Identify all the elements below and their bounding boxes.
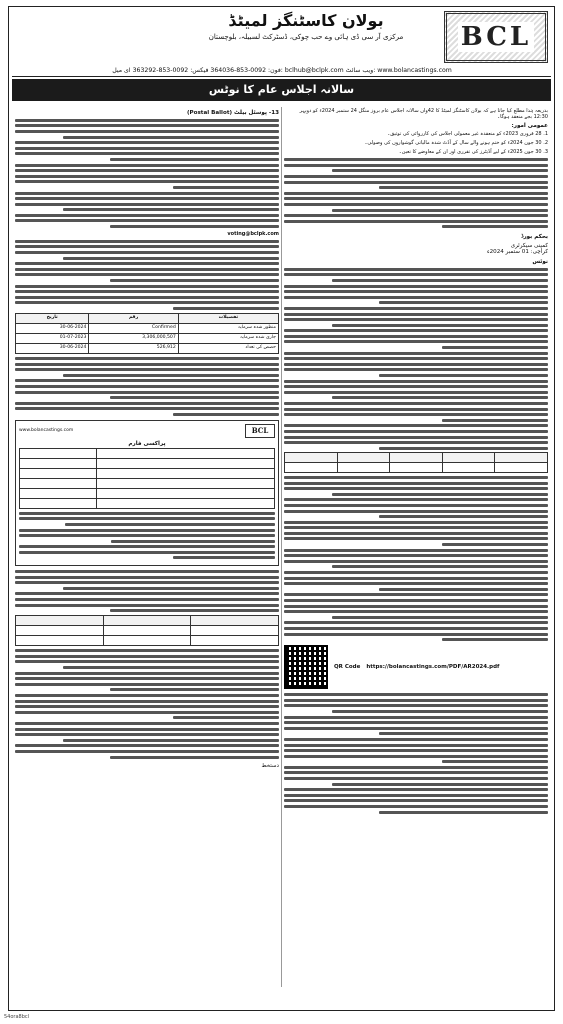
table-row: جاری شدہ سرمایہ 3,306,000,507 01-07-2023 <box>16 334 279 344</box>
agenda-item: 1. 28 فروری 2023ء کو منعقدہ غیر معمولی اجلاس کی کارروائی کی توثیق۔ <box>387 130 548 137</box>
proxy-form <box>15 420 279 566</box>
agenda-heading: عمومی امور: <box>511 123 548 130</box>
header-rule <box>12 76 551 77</box>
table-row: حصص کی تعداد 526,912 30-06-2024 <box>16 344 279 354</box>
order-label: بحکم بورڈ <box>520 234 548 241</box>
qr-code-image <box>284 645 328 689</box>
qr-section <box>284 645 548 689</box>
column-divider <box>281 107 282 987</box>
notice-date: کراچی: 01 ستمبر 2024ء <box>486 248 548 255</box>
signature-label: دستخط <box>261 762 279 769</box>
annual-report-link[interactable]: https://bolancastings.com/PDF/AR2024.pdf <box>366 664 500 671</box>
header <box>9 7 554 73</box>
intro-text: بذریعہ ہٰذا مطلع کیا جاتا ہے کہ بولان کاسٹنگز لمیٹڈ کا 42واں سالانہ اجلاس عام بروز منگل 24 ستمبر 2024ء کو دوپہر 12:30 بجے منعقد ہوگا۔ <box>299 108 548 121</box>
proxy-website: www.bolancastings.com <box>19 427 74 433</box>
contact-line: فون: 0092-853-364036 فیکس: 0092-853-363292 ای میل: bclhub@bclpk.com ویب سائٹ: www.bolancastings.com <box>112 67 452 74</box>
agenda-item: 3. 30 جون 2025ء کے لیے آڈیٹرز کی تقرری اور ان کے معاوضے کا تعین۔ <box>398 149 548 156</box>
right-column <box>284 107 548 987</box>
notice-title: سالانہ اجلاس عام کا نوٹس <box>12 79 551 101</box>
table-header: رقم <box>89 314 178 324</box>
company-address: مرکزی آر سی ڈی ہائی وے حب چوکی، ڈسٹرکٹ لسبیلہ، بلوچستان <box>208 33 404 41</box>
postal-ballot-heading: 13- پوسٹل بیلٹ (Postal Ballot) <box>186 110 279 116</box>
agenda-item: 2. 30 جون 2024ء کو ختم ہونے والے سال کے آڈٹ شدہ مالیاتی گوشواروں کی وصولی۔ <box>364 139 548 146</box>
notes-heading: نوٹس <box>532 258 548 265</box>
left-column <box>15 107 279 987</box>
notice-page <box>8 6 555 1011</box>
proxy-title: پراکسی فارم <box>128 440 166 447</box>
company-logo: BCL <box>444 11 548 63</box>
voting-table <box>284 452 548 473</box>
table-row: منظور شدہ سرمایہ Confirmed 30-06-2024 <box>16 324 279 334</box>
capital-table <box>15 313 279 354</box>
table-header: تفصیلات <box>178 314 278 324</box>
qr-label: QR Code <box>334 664 361 671</box>
voting-email[interactable]: voting@bclpk.com <box>227 230 279 237</box>
table-header: تاریخ <box>16 314 89 324</box>
proxy-logo: BCL <box>245 424 275 438</box>
ballot-table <box>15 615 279 646</box>
secretary-title: کمپنی سیکرٹری <box>510 242 548 249</box>
proxy-fields-table <box>19 448 275 509</box>
company-name: بولان کاسٹنگز لمیٹڈ <box>228 11 384 30</box>
footer-code: 54ora8bcl <box>4 1014 30 1020</box>
